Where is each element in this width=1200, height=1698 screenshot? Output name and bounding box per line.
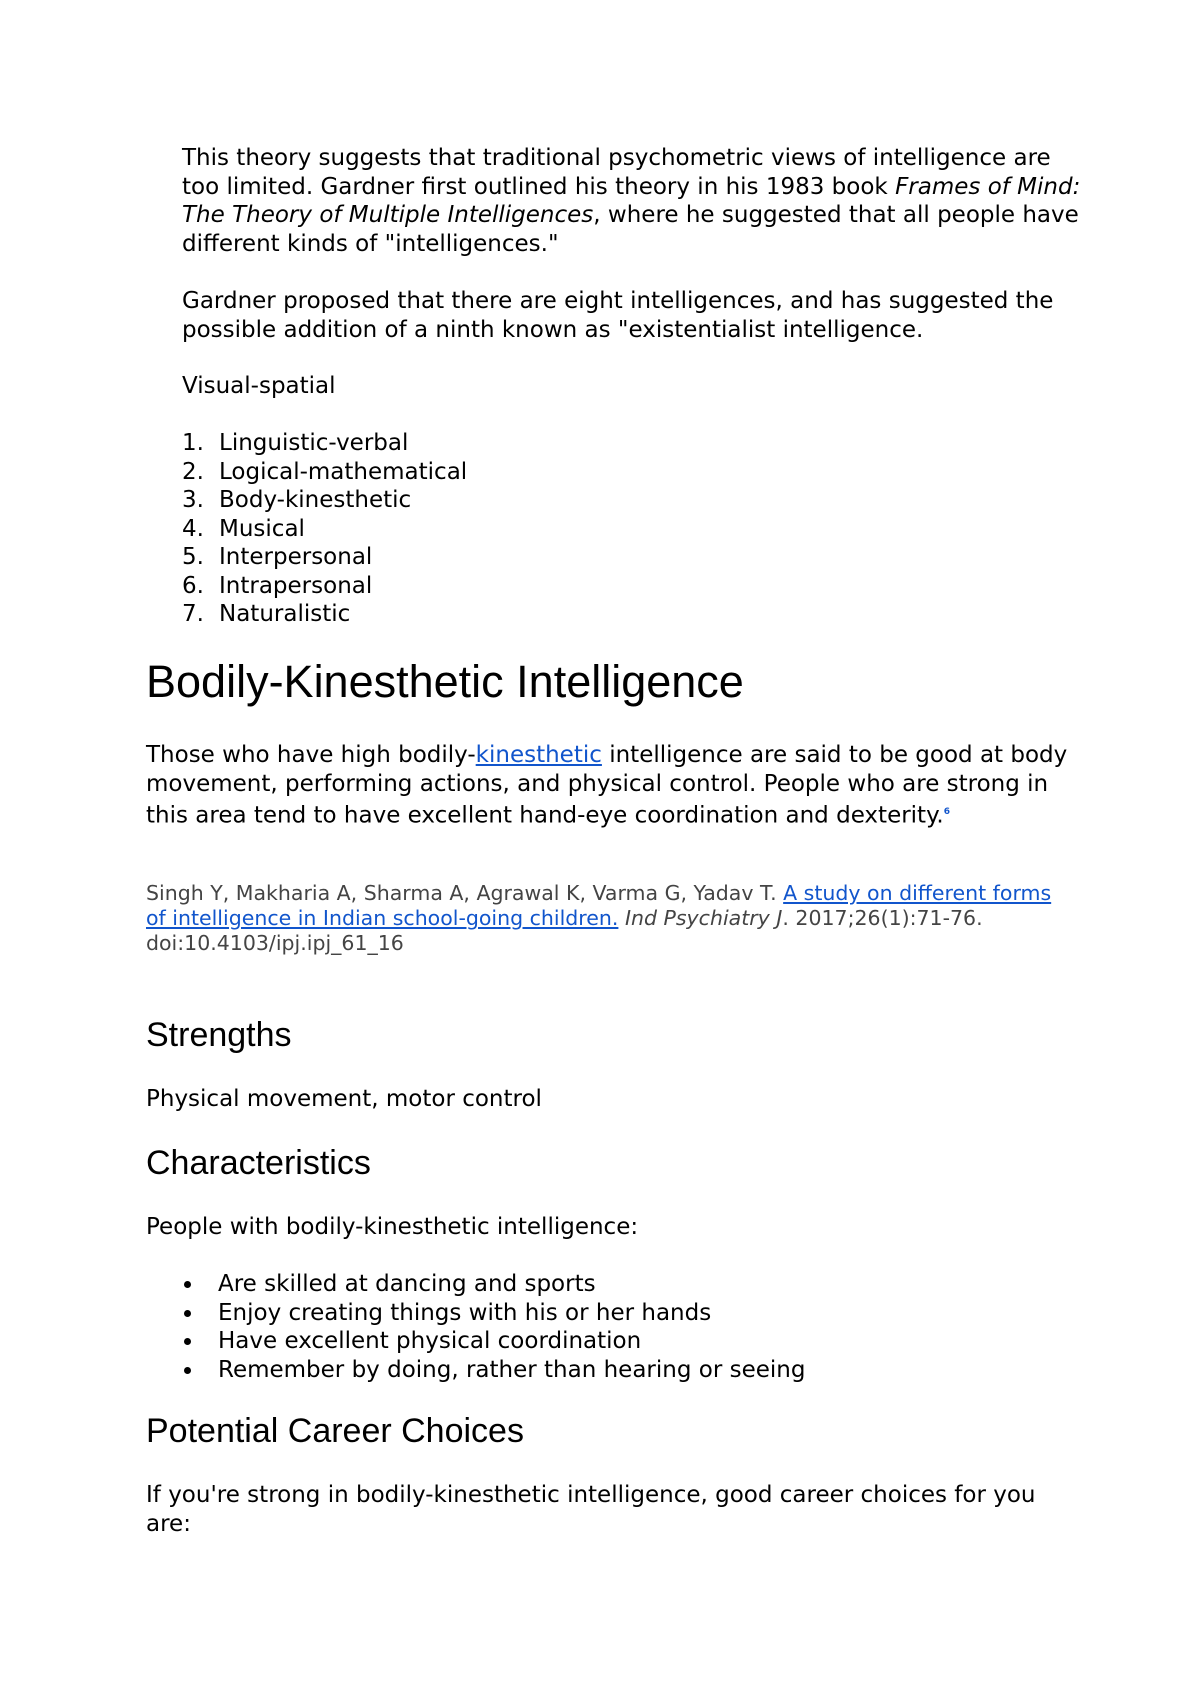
list-item: [182, 429, 1082, 458]
careers-heading: Potential Career Choices: [146, 1412, 524, 1450]
list-item-label: Linguistic-verbal: [219, 430, 409, 456]
intro-paragraph-2: [182, 287, 1082, 344]
section-paragraph: [146, 741, 1076, 830]
list-number: 6.: [182, 572, 204, 599]
characteristics-heading: Characteristics: [146, 1144, 371, 1182]
intro-p1-text: This theory suggests that traditional psychometric views of intelligence are too limited. Gardner first outlined his theory in his 1983 book: [182, 145, 1051, 200]
kinesthetic-link[interactable]: kinesthetic: [475, 742, 602, 768]
intro-paragraph-3: [182, 372, 1082, 401]
bullet-icon: [184, 1310, 191, 1317]
list-item-label: Remember by doing, rather than hearing or seeing: [218, 1356, 806, 1383]
list-item: [182, 572, 1082, 601]
list-number: 4.: [182, 515, 204, 542]
list-item: [182, 458, 1082, 487]
list-item-label: Naturalistic: [219, 601, 351, 627]
list-item: [146, 1327, 1076, 1356]
intro-p1-text-end: , where he suggested that all people have different kinds of "intelligences.": [182, 202, 1079, 257]
bullet-icon: [184, 1338, 191, 1345]
section-heading: Bodily-Kinesthetic Intelligence: [146, 656, 744, 707]
characteristics-list: [146, 1270, 1076, 1384]
list-item: [146, 1299, 1076, 1328]
intro-p2-text: Gardner proposed that there are eight intelligences, and has suggested the possible addition of a ninth known as "existentialist intelligence.: [182, 288, 1054, 343]
bullet-icon: [184, 1281, 191, 1288]
list-number: 3.: [182, 487, 204, 513]
list-item-label: Musical: [219, 515, 305, 542]
list-item-label: Are skilled at dancing and sports: [218, 1271, 596, 1297]
list-item-label: Body-kinesthetic: [219, 487, 412, 513]
list-item: [146, 1270, 1076, 1299]
book-title: Frames of Mind: The Theory of Multiple Intelligences: [182, 173, 1081, 228]
citation-journal: Ind Psychiatry J: [624, 906, 783, 930]
intro-p3-text: Visual-spatial: [182, 373, 336, 399]
citation: [146, 881, 1076, 956]
intro-paragraph-1: [182, 144, 1082, 258]
list-number: 1.: [182, 430, 204, 456]
list-item: [182, 515, 1082, 544]
list-number: 2.: [182, 458, 204, 485]
list-item: [182, 486, 1082, 515]
strengths-heading: Strengths: [146, 1016, 292, 1054]
reference-link[interactable]: 6: [943, 807, 950, 817]
strengths-text: Physical movement, motor control: [146, 1086, 542, 1112]
bullet-icon: [184, 1367, 191, 1374]
list-item-label: Enjoy creating things with his or her hands: [218, 1299, 712, 1326]
list-item: [182, 543, 1082, 572]
list-number: 7.: [182, 601, 204, 627]
list-item-label: Interpersonal: [219, 544, 373, 570]
list-number: 5.: [182, 544, 204, 570]
list-item: [146, 1356, 1076, 1385]
intelligences-list: [182, 429, 1082, 629]
list-item-label: Have excellent physical coordination: [218, 1328, 642, 1354]
list-item-label: Logical-mathematical: [219, 458, 468, 485]
study-link[interactable]: A study on different forms of intelligence in Indian school-going children.: [146, 881, 1052, 930]
characteristics-intro: People with bodily-kinesthetic intelligence:: [146, 1214, 639, 1240]
citation-authors: Singh Y, Makharia A, Sharma A, Agrawal K, Varma G, Yadav T.: [146, 881, 784, 905]
list-item: [182, 600, 1082, 629]
list-item-label: Intrapersonal: [219, 572, 373, 599]
section-text: Those who have high bodily-: [146, 742, 476, 768]
citation-details: . 2017;26(1):71-76. doi:10.4103/ipj.ipj_61_16: [146, 906, 983, 955]
careers-intro: If you're strong in bodily-kinesthetic intelligence, good career choices for you are:: [146, 1482, 1036, 1537]
section-text-end: intelligence are said to be good at body movement, performing actions, and physical control. People who are strong in this area tend to have excellent hand-eye coordination and dexterity.: [146, 742, 1068, 829]
